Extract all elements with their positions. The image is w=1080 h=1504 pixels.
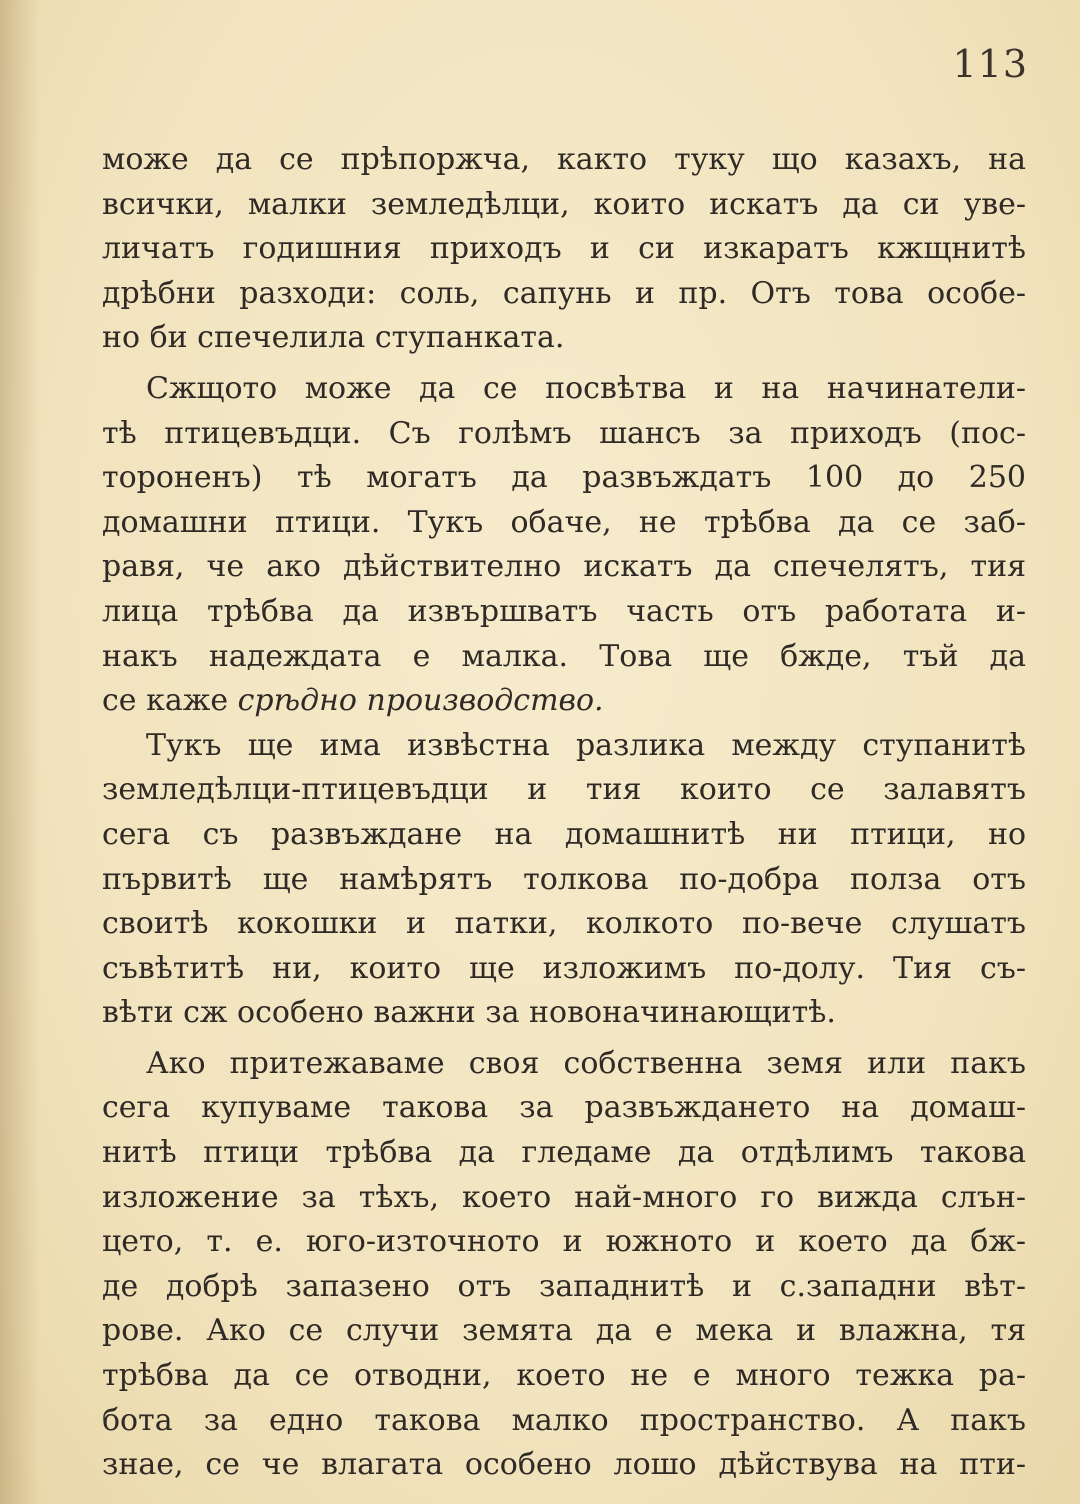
text-line: лица трѣбва да извършватъ часть отъ работата и- xyxy=(102,593,1026,629)
text-line: рове. Ако се случи земята да е мека и влажна, тя xyxy=(102,1313,1026,1349)
text-line: Ако притежаваме своя собственна земя или пакъ xyxy=(146,1045,1026,1081)
body-text xyxy=(102,138,1026,1488)
page-number: 113 xyxy=(952,42,1028,86)
text-line: личатъ годишния приходъ и си изкаратъ кжщнитѣ xyxy=(102,231,1026,267)
text-line: Тукъ ще има извѣстна разлика между ступанитѣ xyxy=(146,727,1026,763)
text-line: бота за едно такова малко пространство. А пакъ xyxy=(102,1402,1026,1438)
text-fragment: се каже xyxy=(102,683,238,719)
text-line: тороненъ) тѣ могатъ да развъждатъ 100 до 250 xyxy=(102,460,1026,496)
text-line: накъ надеждата е малка. Това ще бжде, тъй да xyxy=(102,638,1026,674)
text-line: всички, малки земледѣлци, които искатъ да си уве- xyxy=(102,186,1026,222)
text-line: домашни птици. Тукъ обаче, не трѣбва да се заб- xyxy=(102,504,1026,540)
text-line: съвѣтитѣ ни, които ще изложимъ по-долу. Тия съ- xyxy=(102,950,1026,986)
text-line: цето, т. е. юго-източното и южното и което да бж- xyxy=(102,1224,1026,1260)
paragraph-1 xyxy=(102,138,1026,361)
text-line: вѣти сж особено важни за новоначинающитѣ. xyxy=(102,995,836,1031)
text-line: но би спечелила ступанката. xyxy=(102,320,565,356)
text-line: може да се прѣпоржча, както туку що казахъ, на xyxy=(102,142,1026,177)
text-line: де добрѣ запазено отъ западнитѣ и с.западни вѣт- xyxy=(102,1268,1026,1304)
text-line: сега съ развъждане на домашнитѣ ни птици, но xyxy=(102,816,1026,852)
text-line: сега купуваме такова за развъждането на домаш- xyxy=(102,1090,1026,1126)
text-line: изложение за тѣхъ, което най-много го вижда слън- xyxy=(102,1179,1026,1215)
text-line: тѣ птицевъдци. Съ голѣмъ шансъ за приходъ (пос- xyxy=(102,415,1026,451)
text-line: земледѣлци-птицевъдци и тия които се залавятъ xyxy=(102,772,1026,808)
text-line: Сжщото може да се посвѣтва и на начинатели- xyxy=(146,370,1026,406)
paragraph-3 xyxy=(102,724,1026,1036)
text-line: дрѣбни разходи: соль, сапунь и пр. Отъ това особе- xyxy=(102,275,1026,311)
text-line: нитѣ птици трѣбва да гледаме да отдѣлимъ такова xyxy=(102,1135,1026,1171)
text-line: трѣбва да се отводни, което не е много тежка ра- xyxy=(102,1358,1026,1394)
text-line: своитѣ кокошки и патки, колкото по-вече слушатъ xyxy=(102,906,1026,942)
italic-term: срѣдно производство. xyxy=(237,683,604,719)
text-line: равя, че ако дѣйствително искатъ да спечелятъ, тия xyxy=(102,549,1026,585)
text-line: знае, се че влагата особено лошо дѣйствува на пти- xyxy=(102,1447,1026,1483)
paragraph-2 xyxy=(102,367,1026,724)
paragraph-4 xyxy=(102,1042,1026,1488)
text-line xyxy=(102,679,1026,724)
page-gutter-shadow xyxy=(0,0,40,1504)
text-line: първитѣ ще намѣрятъ толкова по-добра полза отъ xyxy=(102,861,1026,897)
